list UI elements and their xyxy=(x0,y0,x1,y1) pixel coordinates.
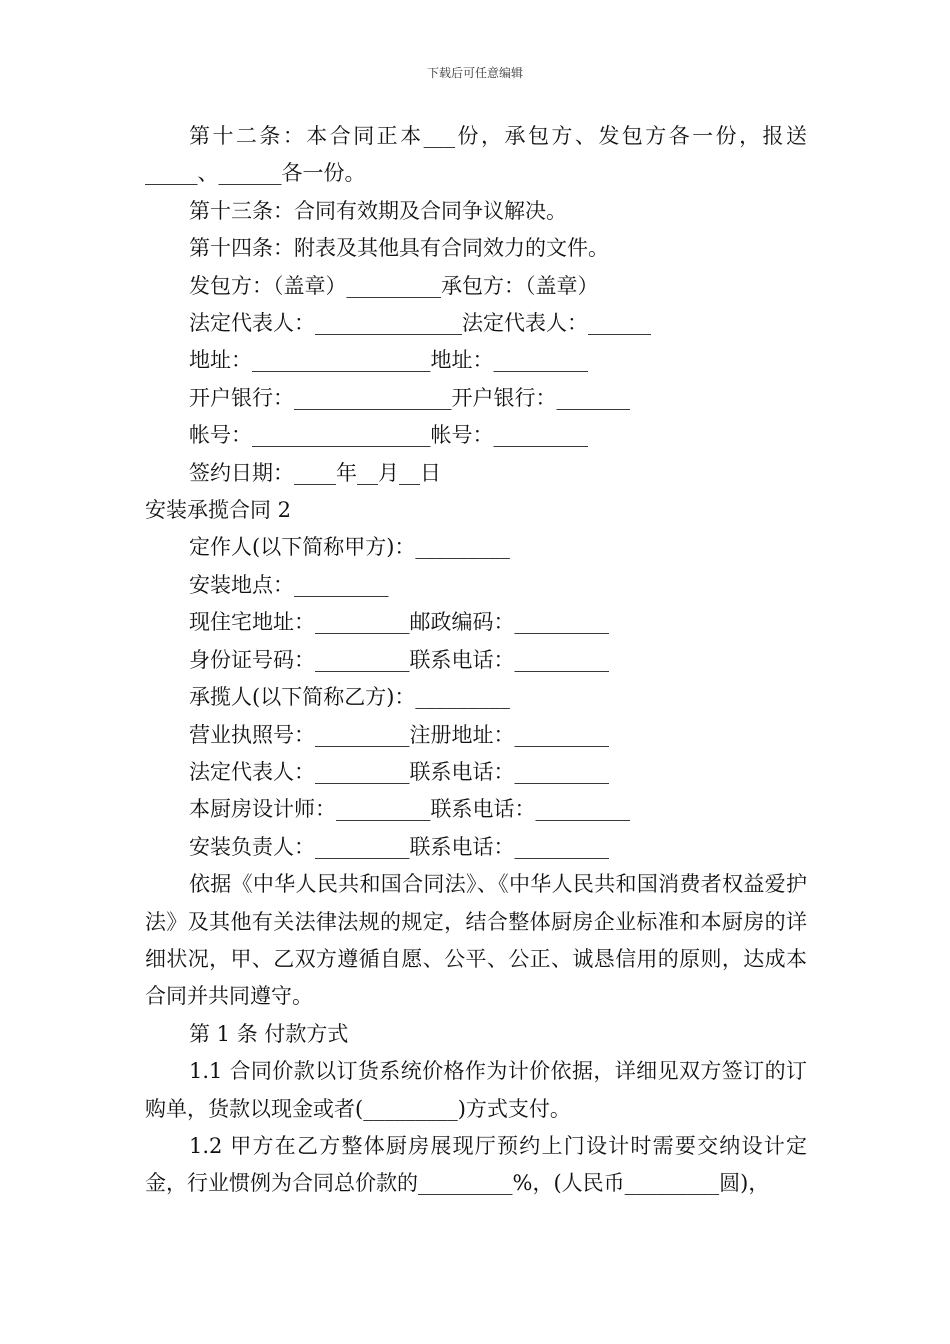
party-b-line: 承揽人(以下简称乙方)：_________ xyxy=(189,685,510,710)
install-location-line: 安装地点：_________ xyxy=(189,572,389,597)
party-a-line: 定作人(以下简称甲方)：_________ xyxy=(189,535,510,560)
clause-12: 第十二条：本合同正本___份，承包方、发包方各一份，报送_____、______各一份。 xyxy=(145,124,807,186)
business-license-line: 营业执照号：_________注册地址：_________ xyxy=(189,722,609,747)
signing-date-line: 签约日期：____年__月__日 xyxy=(189,460,441,485)
clause-1-2: 1.2 甲方在乙方整体厨房展现厅预约上门设计时需要交纳设计定金，行业惯例为合同总价款的_________%，(人民币_________圆)， xyxy=(145,1133,807,1196)
signature-bank-line: 开户银行：_______________开户银行：_______ xyxy=(189,385,630,410)
install-manager-line: 安装负责人：_________联系电话：_________ xyxy=(189,834,609,859)
kitchen-designer-line: 本厨房设计师：_________联系电话：_________ xyxy=(189,797,630,822)
signature-account-line: 帐号：_________________帐号：_________ xyxy=(189,423,588,448)
clause-13: 第十三条：合同有效期及合同争议解决。 xyxy=(189,198,567,223)
clause-14: 第十四条：附表及其他具有合同效力的文件。 xyxy=(189,236,609,261)
signature-address-line: 地址：_________________地址：_________ xyxy=(189,348,588,373)
preamble-paragraph: 依据《中华人民共和国合同法》、《中华人民共和国消费者权益爱护法》及其他有关法律法规的规定，结合整体厨房企业标准和本厨房的详细状况，甲、乙双方遵循自愿、公平、公正、诚恳信用的原则，达成本合同并共同遵守。 xyxy=(145,872,807,1009)
signature-representative-line: 法定代表人：______________法定代表人：______ xyxy=(189,311,651,336)
legal-representative-line: 法定代表人：_________联系电话：_________ xyxy=(189,759,609,784)
article-1-heading: 第 1 条 付款方式 xyxy=(189,1021,349,1046)
residence-address-line: 现住宅地址：_________邮政编码：_________ xyxy=(189,610,609,635)
document-body xyxy=(145,118,807,1203)
signature-party-line: 发包方：（盖章）_________承包方：（盖章） xyxy=(189,273,599,298)
section-title: 安装承揽合同 2 xyxy=(145,498,292,523)
page-header: 下载后可任意编辑 xyxy=(426,66,523,80)
clause-1-1: 1.1 合同价款以订货系统价格作为计价依据，详细见双方签订的订购单，货款以现金或者(_________)方式支付。 xyxy=(145,1059,807,1121)
id-number-line: 身份证号码：_________联系电话：_________ xyxy=(189,647,609,672)
